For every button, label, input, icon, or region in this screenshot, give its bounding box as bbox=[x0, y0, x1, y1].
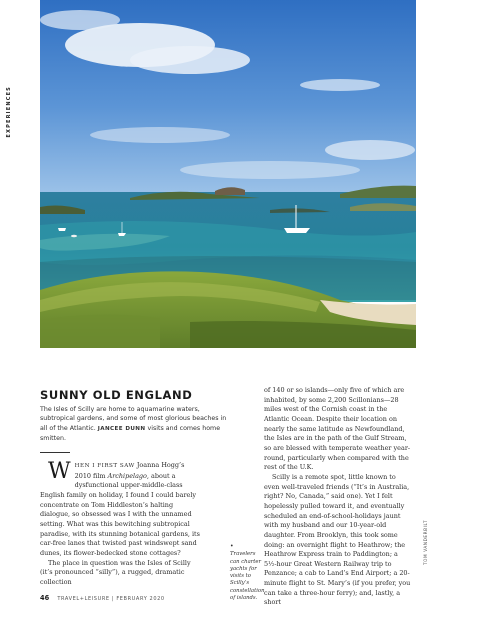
dek-author: JANCEE DUNN bbox=[97, 425, 146, 432]
photo-credit: TOM VANDERBILT bbox=[423, 520, 428, 565]
lead-tail: Joanna Hogg’s 2010 film bbox=[74, 461, 185, 480]
lead-smallcaps: HEN I FIRST SAW bbox=[74, 463, 135, 469]
dek-text: The Isles of Scilly are home to aquamarine waters, subtropical gardens, and some of most glorious beaches in all of the Atlantic. bbox=[40, 406, 227, 432]
body-column-2 bbox=[264, 386, 412, 608]
publication-name: TRAVEL+LEISURE | FEBRUARY 2020 bbox=[57, 596, 165, 602]
body-paragraph: of 140 or so islands—only five of which are inhabited, by some 2,200 Scillonians—28 miles west of the Cornish coast in the Atlantic Ocean. Despite their location on nearly the same latitude as Newfoundland, the Isles are in the path of the Gulf Stream, so are blessed with temperate weather year-round, particularly when compared with the rest of the U.K. bbox=[264, 386, 411, 472]
article-headline: SUNNY OLD ENGLAND bbox=[40, 388, 193, 402]
caption-text: Travelers can charter yachts for visits to Scilly’s constellation of islands. bbox=[230, 551, 265, 602]
page-footer bbox=[40, 594, 165, 602]
section-rule bbox=[40, 452, 70, 453]
caption-bullet: • bbox=[230, 543, 234, 550]
page-number: 46 bbox=[40, 594, 50, 602]
photo-caption bbox=[230, 543, 264, 602]
body-column-1 bbox=[40, 461, 200, 588]
body-paragraph: The place in question was the Isles of Scilly (it’s pronounced “silly”), a rugged, dramatic collection bbox=[40, 558, 191, 586]
dek-tail: visits and comes home smitten. bbox=[40, 424, 221, 442]
paragraph-rest: about a dysfunctional upper-middle-class English family on holiday, I found I could barely concentrate on Tom Hiddleston’s halting dialogue, so obsessed was I with the unnamed setting. What was this bewitching subtropical paradise, with its stunning botanical gardens, its car-free lanes that twisted past windswept sand dunes, its flower-bedecked stone cottages? bbox=[40, 471, 200, 557]
article-dek bbox=[40, 405, 230, 443]
body-paragraph bbox=[40, 461, 200, 559]
film-title: Archipelago, bbox=[107, 471, 149, 480]
drop-cap: W bbox=[48, 459, 71, 484]
body-paragraph: Scilly is a remote spot, little known to even well-traveled friends (“It’s in Australia, right? No, Canada,” said one). Yet I felt hopelessly pulled toward it, and eventually scheduled an end-of-school-holidays jaunt with my husband and our 10-year-old daughter. From Brooklyn, this took some doing: an overnight flight to Heathrow; the Heathrow Express train to Paddington; a 5½-hour Great Western Railway trip to Penzance; a cab to Land’s End Airport; a 20-minute flight to St. Mary’s (if you prefer, you can take a three-hour ferry); and, lastly, a short bbox=[264, 472, 411, 607]
island-seascape-photo bbox=[40, 0, 416, 348]
section-label: EXPERIENCES bbox=[6, 86, 12, 138]
